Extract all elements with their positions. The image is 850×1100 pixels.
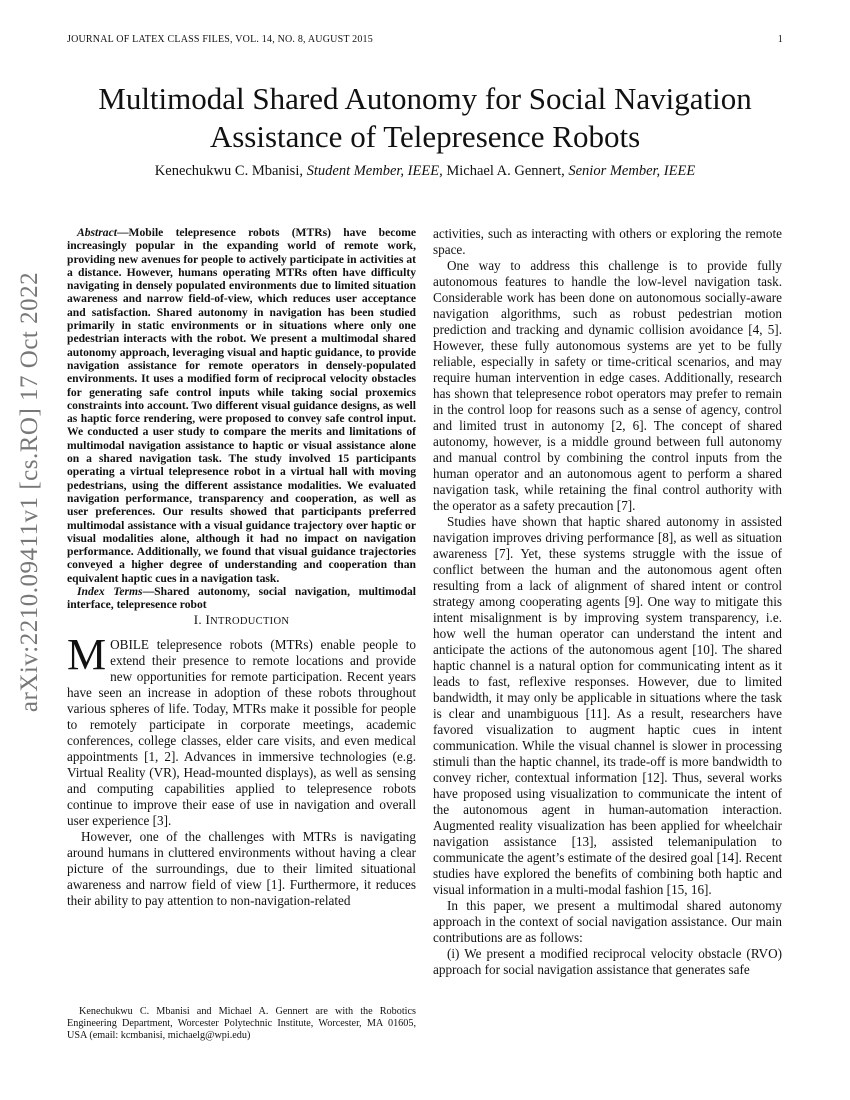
intro-paragraph-2: However, one of the challenges with MTRs is navigating around humans in cluttered environments without having a clear picture of the surroundings, due to their limited situational awareness and narrow field of view [1]. Furthermore, it reduces their ability to pay attention to non-navigation-related bbox=[67, 828, 416, 908]
author-1-role: Student Member, IEEE, bbox=[306, 163, 443, 179]
section-heading-initial: I bbox=[205, 611, 211, 627]
first-word-rest: OBILE bbox=[110, 636, 149, 652]
intro-paragraph-1 bbox=[67, 629, 416, 829]
paper-title: Multimodal Shared Autonomy for Social Navigation Assistance of Telepresence Robots bbox=[98, 81, 752, 154]
author-2: Michael A. Gennert, bbox=[442, 163, 569, 179]
running-header bbox=[67, 34, 783, 48]
index-terms-text: —Shared autonomy, social navigation, multimodal interface, telepresence robot bbox=[67, 585, 417, 612]
arxiv-stamp-text: arXiv:2210.09411v1 [cs.RO] 17 Oct 2022 bbox=[16, 271, 43, 713]
section-heading-introduction bbox=[67, 612, 416, 630]
left-column bbox=[67, 226, 416, 909]
section-number: I. bbox=[193, 611, 206, 627]
contribution-1: (i) We present a modified reciprocal velocity obstacle (RVO) approach for social navigation assistance that generates safe bbox=[433, 946, 782, 977]
page-number: 1 bbox=[777, 34, 783, 45]
index-terms bbox=[67, 585, 416, 612]
abstract bbox=[67, 226, 416, 585]
intro-paragraph-4: Studies have shown that haptic shared autonomy in assisted navigation improves driving performance [8], as well as situation awareness [7]. Yet, these systems struggle with the issue of conflict between the human and the autonomous agent often resulting from a lack of alignment of shared intent or control strategy among cooperating agents [9]. One way to mitigate this intent misalignment is by improving system transparency, i.e. how well the human operator can understand the intent and anticipate the actions of the autonomous agent [10]. The shared haptic channel is a natural option for communicating intent as it leads to fast, reflexive responses. However, due to limited bandwidth, it may only be applicable in situations where the task is clear and unambiguous [11]. As a result, researchers have favored visualization to augment haptic cues in intent communication. While the visual channel is slower in processing stimuli than the haptic channel, its trade-off is more bandwidth to convey richer, contextual information [12]. Thus, several works have proposed using visualization to communicate the intent of the autonomous agent in human-automation interaction. Augmented reality visualization has been applied for wheelchair navigation assistance [13], assisted telemanipulation to communicate the agent’s estimate of the desired goal [14]. Recent studies have explored the benefits of combining both haptic and visual information in a multi-modal fashion [15, 16]. bbox=[433, 514, 782, 897]
author-2-role: Senior Member, IEEE bbox=[568, 163, 696, 179]
author-line bbox=[60, 163, 790, 180]
arxiv-stamp bbox=[4, 271, 56, 713]
abstract-text: —Mobile telepresence robots (MTRs) have become increasingly popular in the expanding world of remote work, providing new avenues for people to actively participate in activities at a distance. However, humans operating MTRs often have difficulty navigating in densely populated environments due to limited situation awareness and narrow field-of-view, which reduces user acceptance and satisfaction. Shared autonomy in navigation has been studied primarily in static environments or in situations where only one pedestrian interacts with the robot. We present a multimodal shared autonomy approach, leveraging visual and haptic guidance, to provide navigation assistance for remote operators in densely-populated environments. It uses a modified form of reciprocal velocity obstacles for generating safe control inputs while taking social proxemics constraints into account. Two different visual guidance designs, as well as haptic force rendering, were proposed to convey safe control input. We conducted a user study to compare the merits and limitations of multimodal navigation assistance to haptic or visual assistance alone on a shared navigation task. The study involved 15 participants operating a virtual telepresence robot in a virtual hall with moving pedestrians, using the different assistance modalities. We evaluated navigation performance, transparency and cooperation, as well as user preferences. Our results showed that participants preferred multimodal assistance with a visual guidance trajectory over haptic or visual modalities alone, although it had no impact on navigation performance. Additionally, we found that visual guidance trajectories conveyed a higher degree of understanding and cooperation than equivalent haptic cues in a navigation task. bbox=[67, 226, 416, 585]
author-1: Kenechukwu C. Mbanisi, bbox=[154, 163, 307, 179]
footnote-text: Kenechukwu C. Mbanisi and Michael A. Gennert are with the Robotics Engineering Department, Worcester Polytechnic Institute, Worcester, MA 01605, USA (email: kcmbanisi, michaelg@wpi.edu) bbox=[67, 1006, 416, 1042]
right-column bbox=[433, 226, 782, 978]
abstract-label: Abstract bbox=[77, 226, 117, 239]
section-heading-rest: NTRODUCTION bbox=[210, 615, 290, 627]
intro-paragraph-continued: activities, such as interacting with others or exploring the remote space. bbox=[433, 226, 782, 257]
index-terms-label: Index Terms bbox=[77, 585, 143, 599]
journal-name: JOURNAL OF LATEX CLASS FILES, VOL. 14, NO. 8, AUGUST 2015 bbox=[67, 34, 373, 45]
affiliation-footnote bbox=[67, 1006, 416, 1043]
intro-paragraph-3: One way to address this challenge is to provide fully autonomous features to handle the low-level navigation task. Considerable work has been done on autonomous socially-aware navigation algorithms, such as robust pedestrian motion prediction and tracking and dynamic collision avoidance [4, 5]. However, these fully autonomous systems are yet to be fully reliable, especially in safety or time-critical scenarios, and may require human intervention in edge cases. Additionally, research has shown that telepresence robot operators may prefer to remain in the control loop for reasons such as a sense of agency, control and limited trust in autonomy [2, 6]. The concept of shared autonomy, however, is a middle ground between full autonomy and manual control by combining the control inputs from the human operator and an autonomous agent to perform a shared navigation task, while retaining the final control authority with the operator as a safety precaution [7]. bbox=[433, 258, 782, 513]
intro-paragraph-5: In this paper, we present a multimodal shared autonomy approach in the context of social navigation assistance. Our main contributions are as follows: bbox=[433, 898, 782, 945]
drop-cap: M bbox=[67, 629, 107, 679]
intro-paragraph-1-text: telepresence robots (MTRs) enable people to extend their presence to remote locations and provide new opportunities for remote participation. Recent years have seen an increase in adoption of these robots throughout various spheres of life. Today, MTRs make it possible for people to remotely participate in corporate meetings, academic conferences, college classes, elder care visits, and even medical appointments [1, 2]. Advances in immersive technologies (e.g. Virtual Reality (VR), Head-mounted displays), as well as sensing and computing capabilities applied to telepresence robots continue to improve their ease of use in navigation and overall user experience [3]. bbox=[67, 636, 416, 828]
